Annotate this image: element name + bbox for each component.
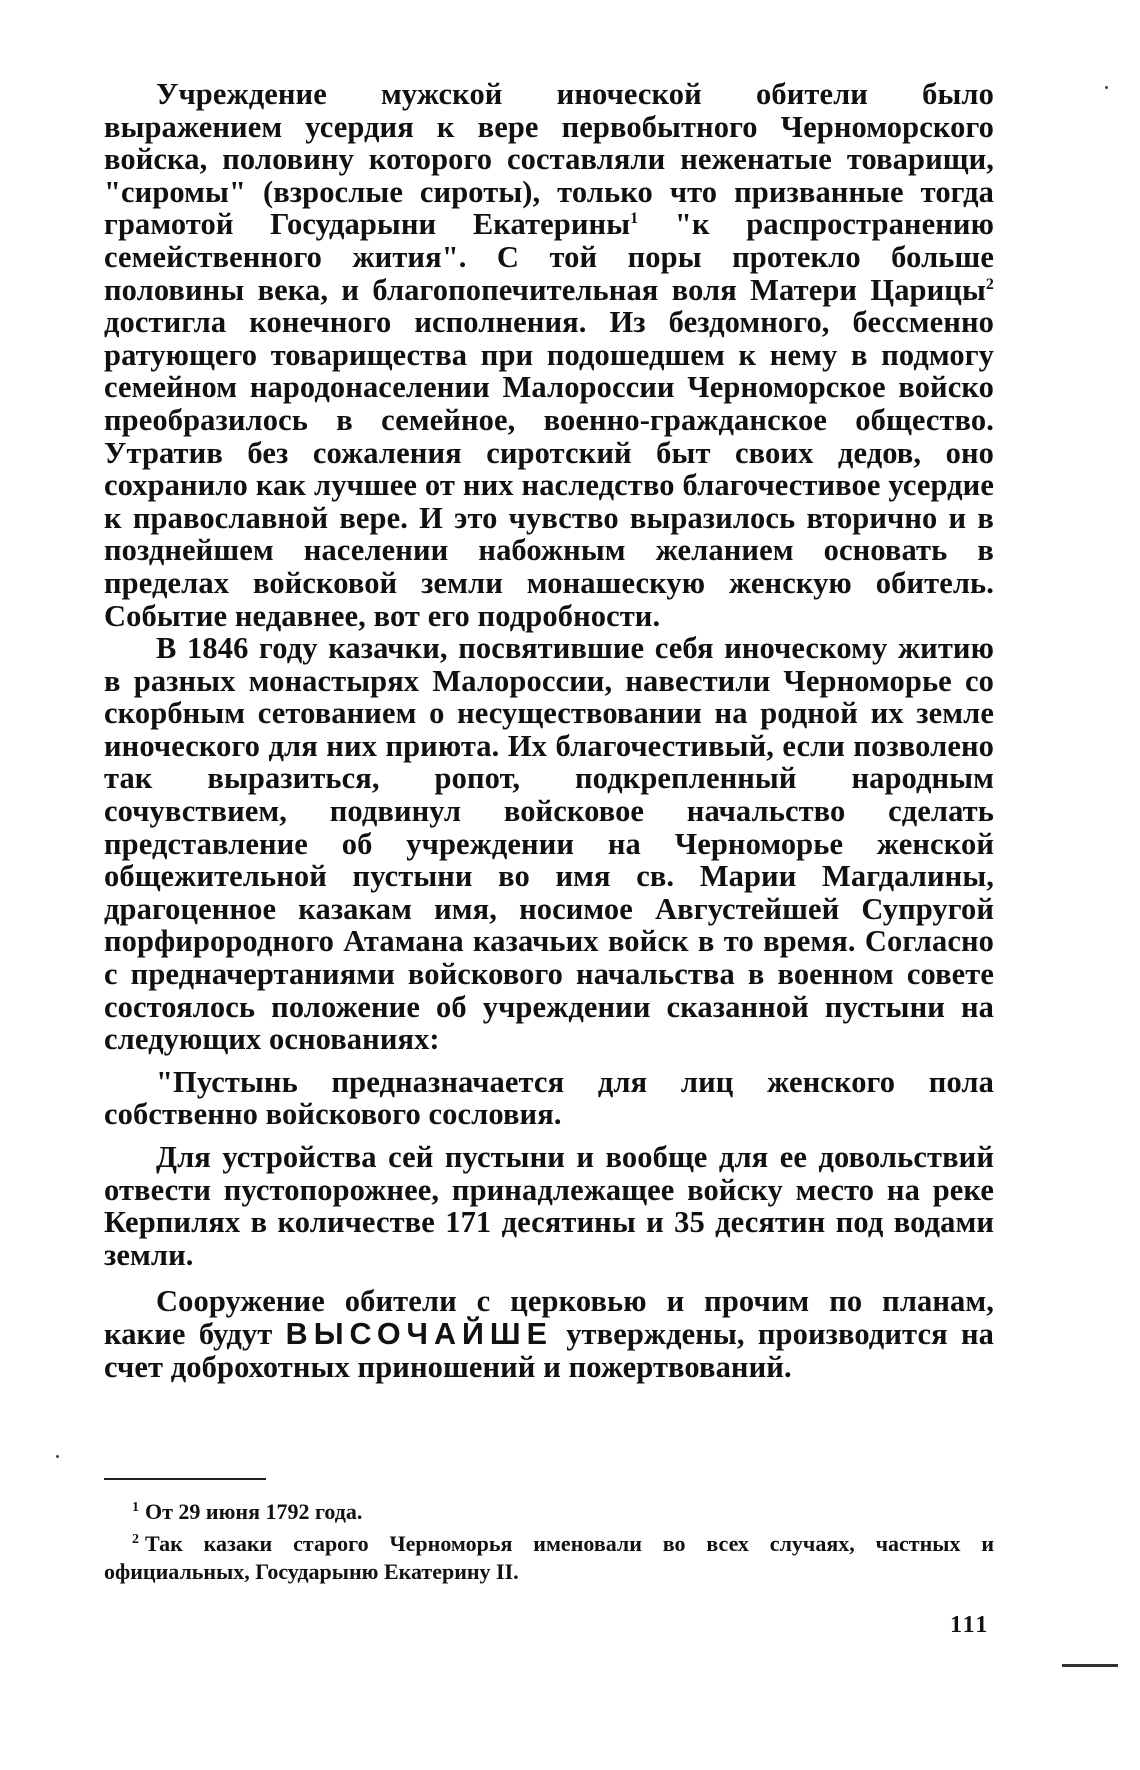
- paragraph-1-part-b: "к распространению семейственного жития". С той поры протекло больше половины века, и благопопечительная воля Матери Царицы: [104, 207, 994, 307]
- scan-speck: [56, 1455, 59, 1458]
- footnote-2-mark: 2: [132, 1531, 139, 1547]
- footnote-1-mark: 1: [132, 1499, 139, 1515]
- footnote-2: [104, 1530, 994, 1586]
- paragraph-1-part-a: Учреждение мужской иноческой обители было выражением усердия к вере первобытного Черноморского войска, половину которого составляли неженатые товарищи, "сиромы" (взрослые сироты), только что призванные тогда грамотой Государыни Екатерины: [104, 77, 994, 242]
- footnote-ref-2: 2: [985, 275, 994, 293]
- paragraph-4: Для устройства сей пустыни и вообще для ее довольствий отвести пустопорожнее, принадлежащее войску место на реке Керпилях в количестве 171 десятины и 35 десятин под водами земли.: [104, 1140, 994, 1272]
- footnote-1-text: От 29 июня 1792 года.: [145, 1499, 363, 1524]
- emphasis-text: ВЫСОЧАЙШЕ: [285, 1316, 553, 1351]
- paragraph-5-part-b: утверждены, производится на счет доброхотных приношений и пожертвований.: [104, 1316, 994, 1384]
- paragraph-3: "Пустынь предназначается для лиц женского пола собственно войскового сословия.: [104, 1064, 994, 1132]
- page-number: 111: [950, 1612, 990, 1638]
- paragraph-1-part-c: достигла конечного исполнения. Из бездомного, бессменно ратующего товарищества при подошедшем к нему в подмогу семейном народонаселении Малороссии Черноморское войско преобразилось в семейное, военно-гражданское общество. Утратив без сожаления сиротский быт своих дедов, оно сохранило как лучшее от них наследство благочестивое усердие к православной вере. И это чувство выразилось вторично и в позднейшем населении набожным желанием основать в пределах войсковой земли монашескую женскую обитель. Событие недавнее, вот его подробности.: [104, 305, 994, 633]
- footnote-2-text: Так казаки старого Черноморья именовали во всех случаях, частных и официальных, Государыню Екатерину II.: [104, 1531, 994, 1584]
- paragraph-2: В 1846 году казачки, посвятившие себя иноческому житию в разных монастырях Малороссии, навестили Черноморье со скорбным сетованием о несуществовании на родной их земле иноческого для них приюта. Их благочестивый, если позволено так выразиться, ропот, подкрепленный народным сочувствием, подвинул войсковое начальство сделать представление об учреждении на Черноморье женской общежительной пустыни во имя св. Марии Магдалины, драгоценное казакам имя, носимое Августейшей Супругой порфирородного Атамана казачьих войск в то время. Согласно с предначертаниями войскового начальства в военном совете состоялось положение об учреждении сказанной пустыни на следующих основаниях:: [104, 631, 994, 1057]
- scan-edge-mark: [1062, 1664, 1118, 1667]
- footnotes: [104, 1498, 994, 1586]
- paragraph-5-part-a: Сооружение обители с церковью и прочим по планам, какие будут: [104, 1284, 994, 1351]
- paragraph-5: [104, 1285, 994, 1383]
- scan-speck: [1105, 86, 1108, 89]
- footnote-ref-1: 1: [630, 210, 639, 228]
- footnote-1: [104, 1498, 994, 1526]
- footnote-divider: [104, 1478, 266, 1480]
- main-text: [104, 78, 994, 1383]
- paragraph-1: [104, 78, 994, 632]
